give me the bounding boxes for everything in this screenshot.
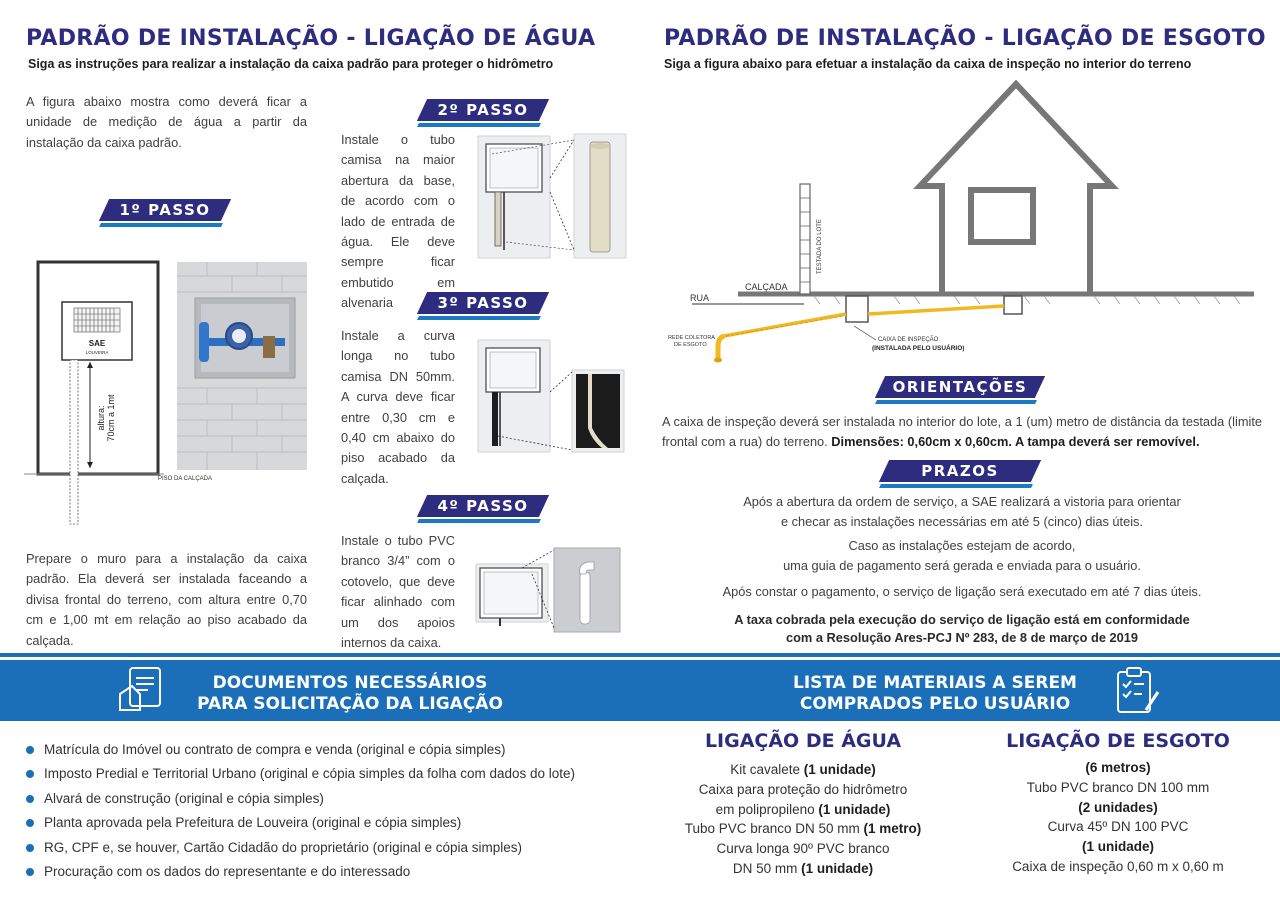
checklist-icon (1108, 664, 1162, 716)
materiais-title-line1: LISTA DE MATERIAIS A SEREM (793, 673, 1077, 693)
prazos-paragraph-2 (662, 536, 1262, 576)
prazos-4b: com a Resolução Ares-PCJ Nº 283, de 8 de março de 2019 (785, 630, 1138, 645)
step1-text: Prepare o muro para a instalação da caixa padrão. Ela deverá ser instalada faceando a divisa frontal do terreno, com altura entre 0,70 cm e 1,00 mt em relação ao piso acabado da calçada. (26, 551, 307, 648)
document-icon (116, 664, 166, 714)
orientacoes-body: A caixa de inspeção deverá ser instalada no interior do lote, a 1 (um) metro de distância da testada (limite frontal com a rua) do terreno. (662, 414, 1262, 450)
calcada-label: CALÇADA (745, 282, 788, 292)
floor-label: PISO DA CALÇADA (158, 476, 213, 482)
rede-label-2: DE ESGOTO (674, 342, 707, 348)
list-item: Imposto Predial e Territorial Urbano (original e cópia simples da folha com dados do lote) (26, 762, 575, 786)
orientacoes-text (662, 412, 1262, 453)
materiais-agua-list (660, 760, 946, 879)
box-label: SAE (88, 339, 106, 348)
step2-text: Instale o tubo camisa na maior abertura da base, de acordo com o lado de entrada de água. Ele deve sempre ficar embutido em alvenaria (341, 132, 455, 311)
materiais-agua-title: LIGAÇÃO DE ÁGUA (704, 730, 902, 752)
height-value: 70cm a 1mt (106, 394, 116, 442)
orientacoes-title: ORIENTAÇÕES (892, 378, 1028, 396)
water-section-subtitle: Siga as instruções para realizar a instalação da caixa padrão para proteger o hidrômetro (28, 57, 554, 71)
step3-illustration (470, 336, 630, 456)
list-item: DN 50 mm (1 unidade) (732, 860, 874, 876)
materiais-esgoto-title: LIGAÇÃO DE ESGOTO (1006, 730, 1230, 752)
step2-illustration (470, 130, 630, 262)
orientacoes-banner (880, 376, 1040, 402)
documentos-title-line2: PARA SOLICITAÇÃO DA LIGAÇÃO (197, 694, 503, 714)
materiais-title (770, 673, 1100, 715)
prazos-paragraph-3: Após constar o pagamento, o serviço de ligação será executado em até 7 dias úteis. (722, 584, 1202, 599)
prazos-paragraph-4 (662, 611, 1262, 647)
rua-label: RUA (690, 293, 710, 303)
prazos-4a: A taxa cobrada pela execução do serviço de ligação está em conformidade (734, 612, 1190, 627)
list-item: (2 unidades) (1078, 799, 1158, 815)
step2-label: 2º PASSO (437, 101, 529, 119)
height-label: altura: (96, 405, 106, 431)
list-item: Procuração com os dados do representante e do interessado (26, 860, 575, 884)
caixa-label-1: CAIXA DE INSPEÇÃO (878, 337, 939, 343)
box-sublabel: LOUVEIRA (85, 350, 109, 355)
step3-banner (422, 292, 544, 318)
step1-banner (104, 199, 226, 225)
prazos-2b: uma guia de pagamento será gerada e enviada para o usuário. (783, 558, 1141, 573)
sewer-section-title: PADRÃO DE INSTALAÇÃO - LIGAÇÃO DE ESGOTO (664, 26, 1266, 51)
list-item: Tubo PVC branco DN 50 mm (1 metro) (684, 821, 922, 837)
sewer-house-diagram (664, 78, 1264, 368)
list-item: (1 unidade) (1081, 839, 1154, 855)
documentos-title-line1: DOCUMENTOS NECESSÁRIOS (212, 673, 488, 693)
step4-banner (422, 495, 544, 521)
list-item: Tubo PVC branco DN 100 mm (1026, 779, 1210, 795)
sewer-section-subtitle: Siga a figura abaixo para efetuar a instalação da caixa de inspeção no interior do terreno (664, 57, 1192, 71)
wall-box-diagram (24, 258, 164, 528)
list-item: Alvará de construção (original e cópia simples) (26, 787, 575, 811)
list-item: Caixa de inspeção 0,60 m x 0,60 m (1012, 858, 1224, 874)
list-item: Kit cavalete (1 unidade) (730, 762, 876, 777)
list-item: RG, CPF e, se houver, Cartão Cidadão do proprietário (original e cópia simples) (26, 836, 575, 860)
step3-text: Instale a curva longa no tubo camisa DN 50mm. A curva deve ficar entre 0,30 cm e 0,40 cm abaixo do piso acabado da calçada. (341, 328, 455, 486)
list-item: Matrícula do Imóvel ou contrato de compra e venda (original e cópia simples) (26, 738, 575, 762)
prazos-1a: Após a abertura da ordem de serviço, a SAE realizará a vistoria para orientar (743, 494, 1181, 509)
prazos-2a: Caso as instalações estejam de acordo, (848, 538, 1076, 553)
rede-label-1: REDE COLETORA (668, 335, 715, 341)
list-item: (6 metros) (1085, 760, 1151, 775)
list-item: Planta aprovada pela Prefeitura de Louveira (original e cópia simples) (26, 811, 575, 835)
prazos-1b: e checar as instalações necessárias em até 5 (cinco) dias úteis. (780, 514, 1144, 529)
testada-label: TESTADA DO LOTE (817, 219, 823, 274)
list-item: Curva longa 90º PVC branco (716, 841, 890, 857)
step4-text: Instale o tubo PVC branco 3/4” com o cotovelo, que deve ficar alinhado com um dos apoios internos da caixa. (341, 533, 455, 651)
caixa-label-2: (INSTALADA PELO USUÁRIO) (872, 345, 965, 352)
meter-box-photo (177, 262, 307, 470)
prazos-banner (884, 460, 1036, 486)
step4-label: 4º PASSO (437, 497, 529, 515)
documentos-title (170, 673, 530, 715)
materiais-title-line2: COMPRADOS PELO USUÁRIO (799, 694, 1071, 714)
step1-label: 1º PASSO (119, 201, 211, 219)
prazos-title: PRAZOS (921, 462, 999, 480)
prazos-paragraph-1 (662, 492, 1262, 532)
step3-label: 3º PASSO (437, 294, 529, 312)
materiais-esgoto-list (980, 758, 1256, 877)
list-item: Caixa para proteção do hidrômetro (698, 781, 908, 797)
orientacoes-dimensions: Dimensões: 0,60cm x 0,60cm. A tampa deverá ser removível. (831, 434, 1200, 450)
step4-illustration (470, 544, 626, 636)
water-intro-text: A figura abaixo mostra como deverá ficar a unidade de medição de água a partir da instalação da caixa padrão. (26, 94, 307, 150)
list-item: em polipropileno (1 unidade) (715, 801, 891, 817)
list-item: Curva 45º DN 100 PVC (1047, 819, 1189, 835)
step2-banner (422, 99, 544, 125)
water-section-title: PADRÃO DE INSTALAÇÃO - LIGAÇÃO DE ÁGUA (26, 26, 596, 51)
documents-list (26, 738, 575, 884)
